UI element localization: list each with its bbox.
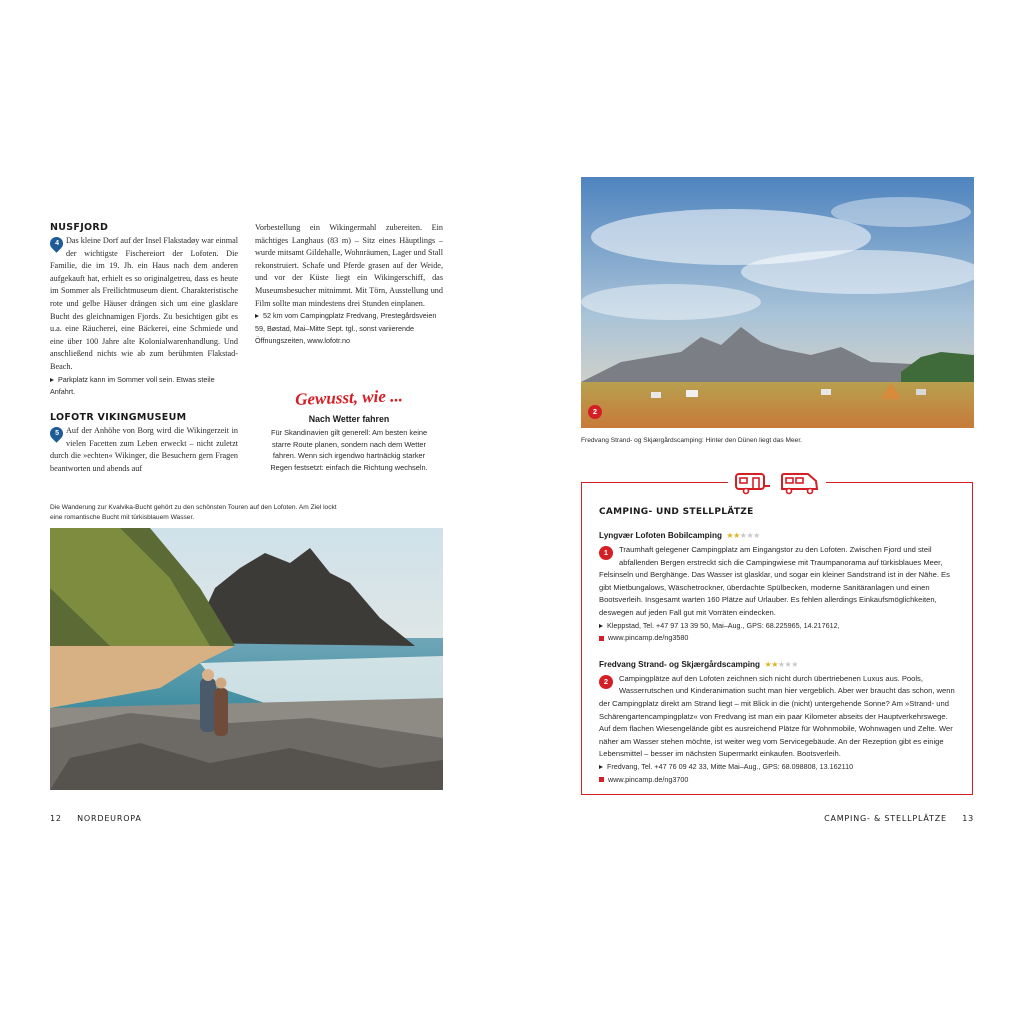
fredvang-photo bbox=[581, 177, 974, 428]
camping-entry-1-header bbox=[599, 525, 957, 543]
fredvang-caption: Fredvang Strand- og Skjærgårdscamping: Hinter den Dünen liegt das Meer. bbox=[581, 437, 803, 444]
fredvang-photo-image bbox=[581, 177, 974, 428]
camping-entry-2-header bbox=[599, 654, 957, 672]
right-page-number: 13 bbox=[962, 814, 974, 823]
camping-entry-2-link-row bbox=[599, 774, 957, 787]
caravan-icon bbox=[734, 471, 772, 495]
camping-entry-2-info: Fredvang, Tel. +47 76 09 42 33, Mitte Mai–Aug., GPS: 68.098808, 13.162110 bbox=[599, 761, 957, 774]
nusfjord-heading: NUSFJORD bbox=[50, 222, 109, 233]
camping-entry-1-link-row bbox=[599, 632, 957, 645]
nusfjord-body bbox=[50, 235, 238, 374]
left-footer-label: NORDEUROPA bbox=[77, 814, 142, 823]
kvalvika-caption: Die Wanderung zur Kvalvika-Bucht gehört zu den schönsten Touren auf den Lofoten. Am Ziel lockt eine romantische Bucht mit türkisblauem Wasser. bbox=[50, 504, 337, 521]
camping-entry-1-info: Kleppstad, Tel. +47 97 13 39 50, Mai–Aug., GPS: 68.225965, 14.217612, bbox=[599, 620, 957, 633]
arrow-icon bbox=[599, 624, 603, 628]
map-pin-4-icon: 4 bbox=[47, 234, 65, 252]
kvalvika-photo bbox=[50, 528, 443, 790]
camping-entry-2 bbox=[599, 654, 957, 786]
viking-heading: LOFOTR VIKINGMUSEUM bbox=[50, 412, 187, 423]
camping-box bbox=[581, 482, 973, 795]
camping-entry-1 bbox=[599, 525, 957, 645]
camper-van-icon bbox=[780, 471, 820, 495]
viking-text: Auf der Anhöhe von Borg wird die Wikingerzeit in vielen Facetten zum Leben erweckt – nicht zuletzt durch die »echten« Wikinger, die Besuchern gern Fragen beantworten und abends auf bbox=[50, 426, 238, 473]
viking-info: 52 km vom Campingplatz Fredvang, Prestegårdsveien 59, Bøstad, Mai–Mitte Sept. tgl., sonst variierende Öffnungszeiten, www.lofotr.no bbox=[255, 311, 437, 346]
viking-section bbox=[50, 412, 238, 475]
camping-content bbox=[599, 507, 957, 786]
link-square-icon bbox=[599, 636, 604, 641]
camping-entry-2-text: Campingplätze auf den Lofoten zeichnen sich nicht durch übertriebenen Luxus aus. Pools, Wasserrutschen und Kinderanimation sucht man hier vergeblich. Aber wer braucht das schon, wenn der Campingplatz direkt am Strand liegt – mit Blick in die (nicht) untergehende Sonne? Am »Strand- und Schärengartencampingplatz« von Fredvang ist man ein paar Kilometer abseits der Hauptverkehrswege. Auf dem flachen Wiesengelände gibt es ausreichend Plätze für Wohnmobile, Wohnwagen und Zelte. Wer näher am Wasser stehen möchte, ist weiter weg vom Servicegebäude. An der Rezeption gibt es einige Lebensmittel – besser im nächsten Supermarkt einkaufen. Bootsverleih. bbox=[599, 673, 955, 759]
viking-text-continued: Vorbestellung ein Wikingermahl zubereiten. Ein mächtiges Langhaus (83 m) – Sitz eines Häuptlings – wurde mitsamt Gildehalle, Wohnräumen, Lager und Stall rekonstruiert. Schafe und Pferde grasen auf der Weide, und vor der Küste liegt ein Wikingerschiff, das Museumsbesucher mitnimmt. Mit Törn, Ausstellung und Film sollte man mindestens drei Stunden einplanen. bbox=[255, 223, 443, 308]
tip-box bbox=[262, 388, 436, 473]
camping-entry-1-name: Lyngvær Lofoten Bobilcamping bbox=[599, 531, 722, 540]
nusfjord-info: Parkplatz kann im Sommer voll sein. Etwas steile Anfahrt. bbox=[50, 374, 215, 397]
viking-body bbox=[50, 425, 238, 475]
right-footer-label: CAMPING- & STELLPLÄTZE bbox=[824, 814, 947, 823]
link-square-icon bbox=[599, 777, 604, 782]
photo-number-badge: 2 bbox=[588, 405, 602, 419]
camping-entry-2-body bbox=[599, 673, 957, 761]
arrow-icon bbox=[50, 378, 54, 382]
tip-title: Nach Wetter fahren bbox=[308, 414, 390, 424]
map-pin-5-icon: 5 bbox=[47, 424, 65, 442]
camping-entry-2-link[interactable]: www.pincamp.de/ng3700 bbox=[608, 774, 689, 784]
tip-text: Für Skandinavien gilt generell: Am besten keine starre Route planen, sondern nach dem Wetter fahren. Wenn sich irgendwo hartnäckig starker Regen festsetzt: einfach die Richtung wechseln. bbox=[270, 428, 428, 472]
right-footer bbox=[824, 814, 974, 823]
viking-continued bbox=[255, 222, 443, 348]
rating-stars-icon: ★★★★★ bbox=[764, 659, 798, 669]
camping-entry-1-number: 1 bbox=[599, 546, 613, 560]
nusfjord-section bbox=[50, 222, 238, 399]
kvalvika-photo-image bbox=[50, 528, 443, 790]
camping-entry-2-number: 2 bbox=[599, 675, 613, 689]
rating-stars-icon: ★★★★★ bbox=[726, 531, 760, 540]
camping-entry-1-text: Traumhaft gelegener Campingplatz am Eingangstor zu den Lofoten. Zwischen Fjord und steil abfallenden Bergen erstreckt sich die Campingwiese mit Traumpanorama auf türkisblaues Meer, Felsinseln und Berghänge. Das Wasser ist glasklar, und sogar ein kleiner Sandstrand ist in der Nähe. Es gibt Mietbungalows, Wäschetrockner, überdachte Spülbecken, moderne Sanitäranlagen und einen Bootsverleih. Insgesamt warten 160 Plätze auf Urlauber. Es fehlen allerdings Einkaufsmöglichkeiten, deswegen auf jeden Fall gut mit Vorräten eindecken. bbox=[599, 545, 950, 617]
arrow-icon bbox=[255, 314, 259, 318]
camping-icons bbox=[728, 471, 826, 495]
left-page-number: 12 bbox=[50, 814, 62, 823]
camping-heading: CAMPING- UND STELLPLÄTZE bbox=[599, 507, 754, 517]
arrow-icon bbox=[599, 765, 603, 769]
left-footer bbox=[50, 814, 142, 823]
tip-script-heading: Gewusst, wie ... bbox=[294, 386, 404, 409]
camping-entry-2-name: Fredvang Strand- og Skjærgårdscamping bbox=[599, 659, 761, 669]
camping-entry-1-link[interactable]: www.pincamp.de/ng3580 bbox=[608, 633, 689, 643]
camping-entry-1-body bbox=[599, 544, 957, 620]
nusfjord-text: Das kleine Dorf auf der Insel Flakstadøy war einmal der wichtigste Fischereiort der Lofoten. Die Familie, die im 19. Jh. ein Haus nach dem anderen aufgekauft hat, erhielt es so originalgetreu, dass es heute im Sommer als Freilichtmuseum dient. Charakteristische rote und gelbe Häuser drängen sich um eine glasklare Bucht des gleichnamigen Fjords. Zu besichtigen gibt es u.a. eine Räucherei, eine Bäckerei, eine Schmiede und eine über 100 Jahre alte Kolonialwarenhandlung. Und anschließend nichts wie ab zum berühmten Flakstad-Beach. bbox=[50, 236, 238, 371]
